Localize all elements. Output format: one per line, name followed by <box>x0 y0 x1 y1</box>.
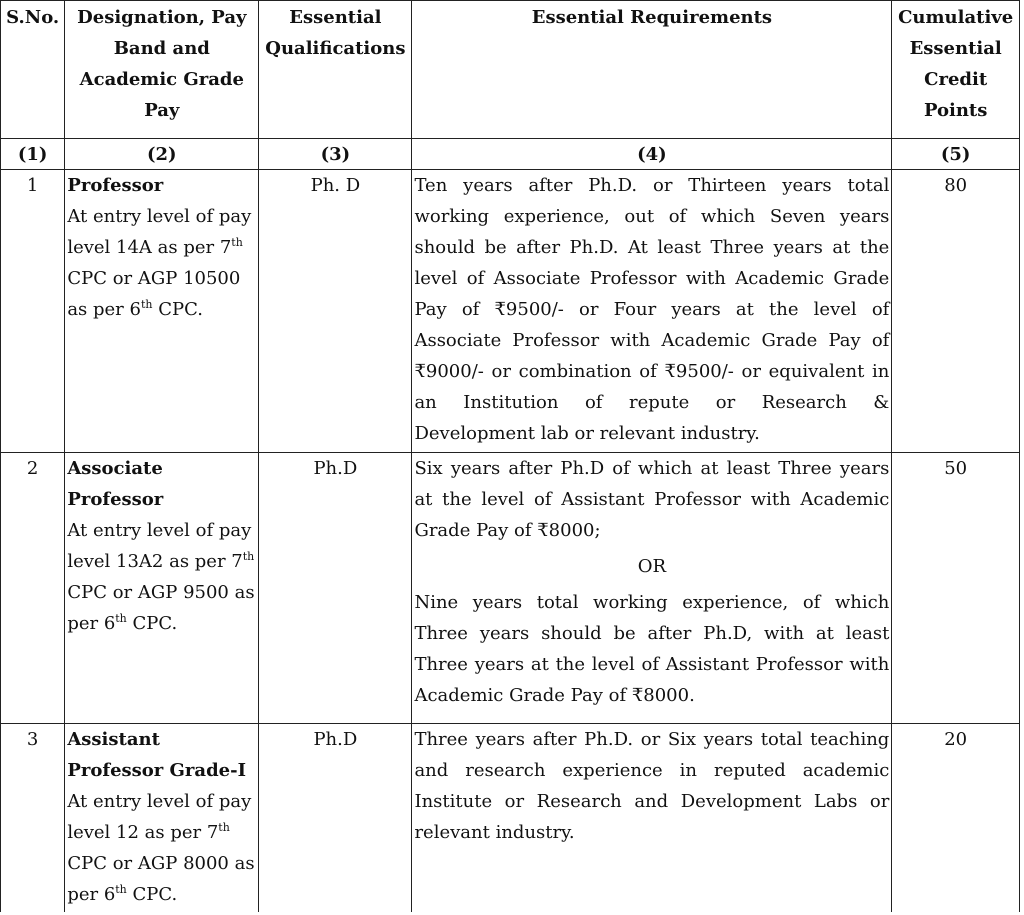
requirement-option-2: Nine years total working experience, of which Three years should be after Ph.D, with at least Three years at the level of Assistant Professor with Academic Grade Pay of ₹8000. <box>414 592 890 706</box>
designation-pay-details: At entry level of pay level 13A2 as per 7th CPC or AGP 9500 as per 6th CPC. <box>67 520 255 634</box>
header-credit-points: Cumulative Essential Credit Points <box>892 1 1020 139</box>
column-number: (3) <box>259 139 412 170</box>
qualification-cell: Ph.D <box>259 724 412 913</box>
column-number-row <box>1 139 1020 170</box>
table-row <box>1 170 1020 453</box>
header-requirements: Essential Requirements <box>412 1 892 139</box>
header-designation: Designation, Pay Band and Academic Grade Pay <box>65 1 259 139</box>
designation-cell <box>65 453 259 724</box>
row-sno: 1 <box>1 170 65 453</box>
credit-points-cell: 50 <box>892 453 1020 724</box>
table-row <box>1 724 1020 913</box>
row-sno: 2 <box>1 453 65 724</box>
designation-pay-details: At entry level of pay level 14A as per 7th CPC or AGP 10500 as per 6th CPC. <box>67 206 252 320</box>
qualification-cell: Ph.D <box>259 453 412 724</box>
designation-cell <box>65 170 259 453</box>
header-sno: S.No. <box>1 1 65 139</box>
header-qualifications: Essential Qualifications <box>259 1 412 139</box>
designation-title: Professor <box>67 175 164 196</box>
requirement-option-1: Six years after Ph.D of which at least Three years at the level of Assistant Professor with Academic Grade Pay of ₹8000; <box>414 458 890 541</box>
column-number: (5) <box>892 139 1020 170</box>
designation-pay-details: At entry level of pay level 12 as per 7th CPC or AGP 8000 as per 6th CPC. <box>67 791 255 905</box>
column-number: (2) <box>65 139 259 170</box>
designation-title: Assistant Professor Grade-I <box>67 729 247 781</box>
table-row <box>1 453 1020 724</box>
requirement-cell: Three years after Ph.D. or Six years total teaching and research experience in reputed academic Institute or Research and Development Labs or relevant industry. <box>412 724 892 913</box>
requirement-cell: Ten years after Ph.D. or Thirteen years total working experience, out of which Seven years should be after Ph.D. At least Three years at the level of Associate Professor with Academic Grade Pay of ₹9500/- or Four years at the level of Associate Professor with Academic Grade Pay of ₹9000/- or combination of ₹9500/- or equivalent in an Institution of repute or Research & Development lab or relevant industry. <box>412 170 892 453</box>
column-number: (4) <box>412 139 892 170</box>
requirement-cell <box>412 453 892 724</box>
credit-points-cell: 80 <box>892 170 1020 453</box>
designation-title: Associate Professor <box>67 458 164 510</box>
column-number: (1) <box>1 139 65 170</box>
row-sno: 3 <box>1 724 65 913</box>
or-separator: OR <box>637 556 667 577</box>
header-row <box>1 1 1020 139</box>
credit-points-cell: 20 <box>892 724 1020 913</box>
designation-cell <box>65 724 259 913</box>
qualification-cell: Ph. D <box>259 170 412 453</box>
